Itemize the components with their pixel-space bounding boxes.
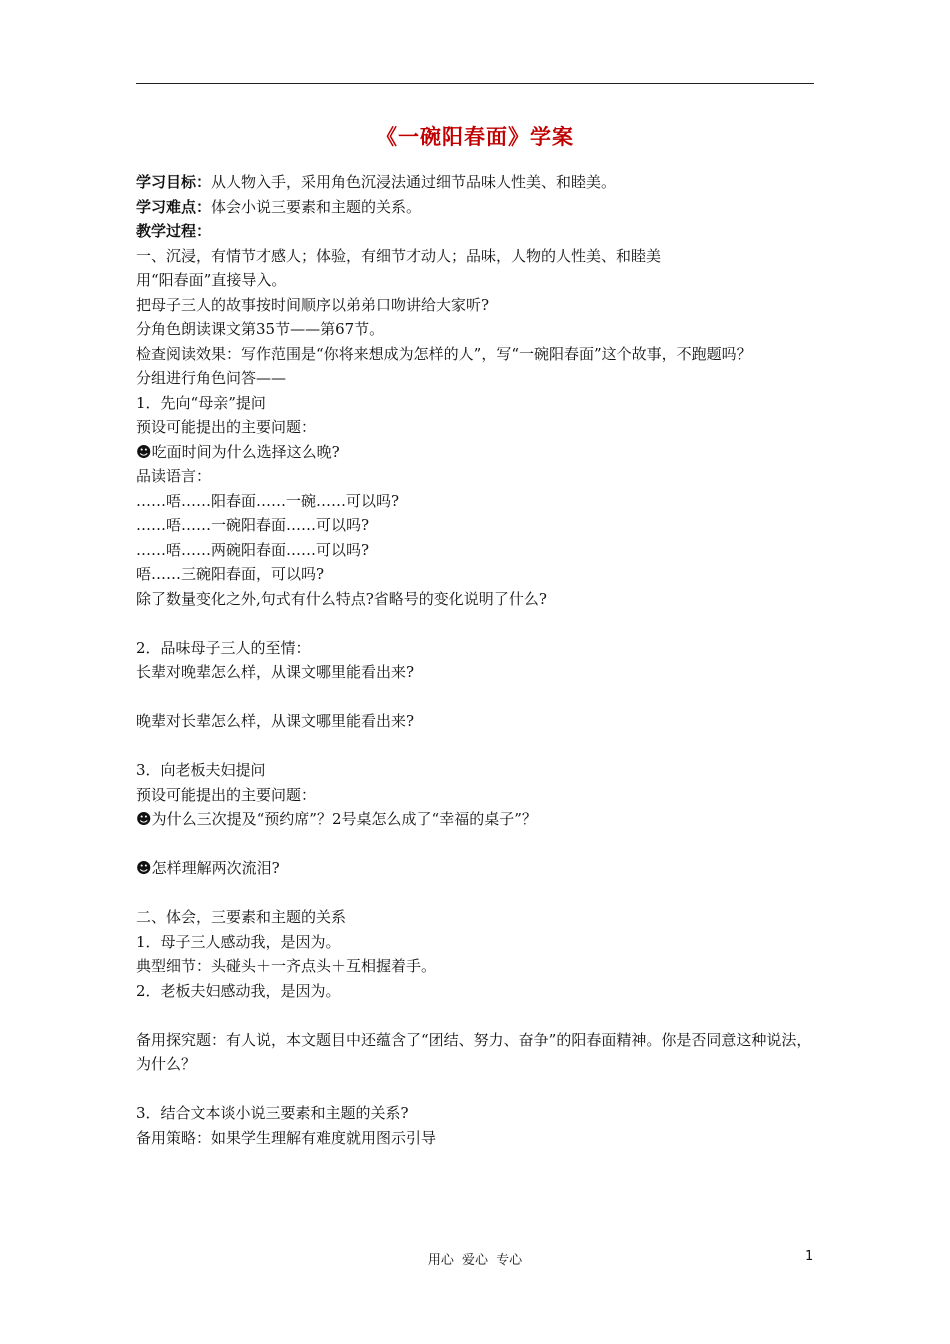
text-line: 预设可能提出的主要问题： — [136, 418, 317, 436]
text-line: 典型细节：头碰头＋一齐点头＋互相握着手。 — [136, 957, 437, 975]
spacer — [136, 1003, 816, 1028]
spacer — [136, 611, 816, 636]
subsection-heading: 3．向老板夫妇提问 — [136, 761, 266, 779]
difficulty-line — [136, 195, 816, 220]
page-number: 1 — [805, 1249, 814, 1264]
difficulty-text: 体会小说三要素和主题的关系。 — [211, 197, 422, 216]
smiley-icon: ☻ — [136, 810, 152, 828]
subsection-heading: 1．先向“母亲”提问 — [136, 393, 266, 412]
question-line — [136, 856, 816, 881]
objectives-text: 从人物入手，采用角色沉浸法通过细节品味人性美、和睦美。 — [211, 173, 617, 191]
smiley-icon: ☻ — [136, 859, 152, 877]
spacer — [136, 685, 816, 710]
quote-line: ……唔……一碗阳春面……可以吗? — [136, 516, 370, 534]
section-two-heading: 二、体会，三要素和主题的关系 — [136, 908, 347, 926]
text-line: 晚辈对长辈怎么样，从课文哪里能看出来? — [136, 712, 415, 730]
text-line: 把母子三人的故事按时间顺序以弟弟口吻讲给大家听? — [136, 295, 490, 314]
text-line: 用“阳春面”直接导入。 — [136, 271, 287, 289]
process-label: 教学过程： — [136, 222, 212, 240]
page-title: 《一碗阳春面》学案 — [376, 125, 574, 149]
text-line: 分角色朗读课文第35节——第67节。 — [136, 320, 385, 338]
text-line: 分组进行角色问答—— — [136, 369, 287, 387]
quote-line: ……唔……两碗阳春面……可以吗? — [136, 540, 370, 559]
text-line: 备用探究题：有人说，本文题目中还蕴含了“团结、努力、奋争”的阳春面精神。你是否同意这种说法，为什么？ — [136, 1030, 812, 1073]
question-text: 吃面时间为什么选择这么晚? — [151, 442, 340, 461]
quote-line: 唔……三碗阳春面，可以吗? — [136, 565, 325, 583]
text-line: 2．老板夫妇感动我，是因为。 — [136, 981, 341, 1000]
text-line: 1．母子三人感动我，是因为。 — [136, 932, 341, 951]
objectives-line — [136, 170, 816, 195]
document-body — [136, 170, 816, 1150]
difficulty-label: 学习难点： — [136, 197, 212, 216]
text-line: 长辈对晚辈怎么样，从课文哪里能看出来? — [136, 663, 415, 681]
objectives-label: 学习目标： — [136, 173, 212, 191]
question-line — [136, 440, 816, 465]
text-line: 3．结合文本谈小说三要素和主题的关系? — [136, 1104, 409, 1122]
question-line — [136, 807, 816, 832]
spacer — [136, 832, 816, 857]
quote-line: ……唔……阳春面……一碗……可以吗? — [136, 491, 400, 510]
text-line: 除了数量变化之外,句式有什么特点?省略号的变化说明了什么? — [136, 589, 547, 608]
spacer — [136, 734, 816, 759]
question-text: 怎样理解两次流泪? — [151, 859, 280, 877]
text-line: 预设可能提出的主要问题： — [136, 785, 317, 804]
subsection-heading: 2．品味母子三人的至情： — [136, 638, 311, 657]
spacer — [136, 1077, 816, 1102]
spacer — [136, 881, 816, 906]
text-line: 检查阅读效果：写作范围是“你将来想成为怎样的人”，写“一碗阳春面”这个故事，不跑题吗？ — [136, 344, 752, 363]
header-rule — [136, 83, 814, 84]
text-line: 备用策略：如果学生理解有难度就用图示引导 — [136, 1128, 437, 1147]
section-one-heading: 一、沉浸，有情节才感人；体验，有细节才动人；品味，人物的人性美、和睦美 — [136, 246, 662, 265]
footer-motto: 用心 爱心 专心 — [427, 1253, 523, 1268]
smiley-icon: ☻ — [136, 442, 152, 461]
question-text: 为什么三次提及“预约席”？2号桌怎么成了“幸福的桌子”？ — [151, 810, 537, 828]
text-line: 品读语言： — [136, 467, 212, 485]
